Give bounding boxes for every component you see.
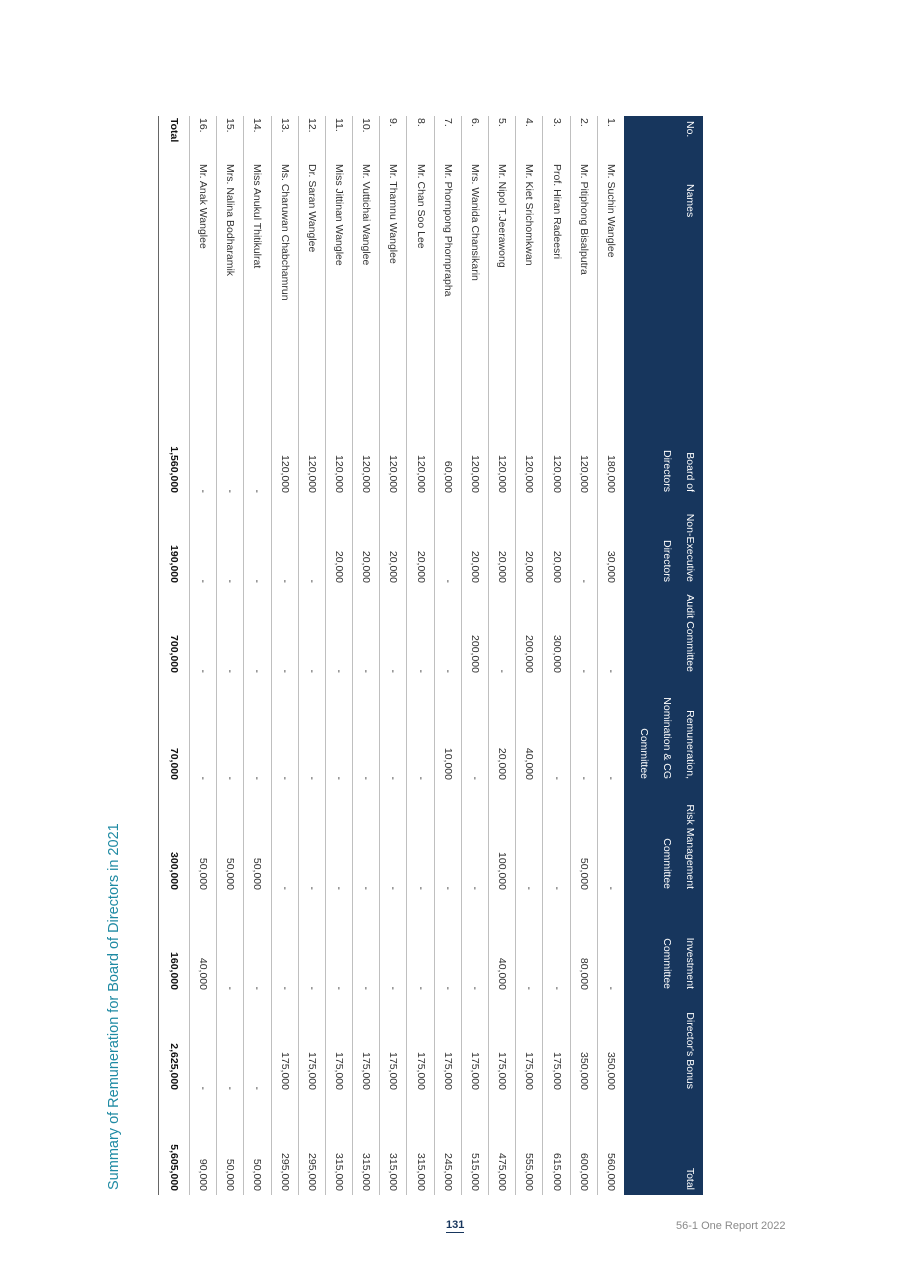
cell-no: 6. <box>461 116 488 162</box>
cell-audit: - <box>434 587 461 677</box>
cell-audit: - <box>244 587 271 677</box>
cell-total: 560,000 <box>597 1094 624 1195</box>
page-number: 131 <box>446 1219 465 1231</box>
total-investment: 160,000 <box>159 894 190 994</box>
cell-bonus: 175,000 <box>489 994 516 1094</box>
cell-no: 11. <box>325 116 352 162</box>
cell-nonexec: 20,000 <box>516 497 543 587</box>
cell-investment: - <box>407 894 434 994</box>
cell-remuneration: - <box>190 677 217 784</box>
cell-total: 315,000 <box>325 1094 352 1195</box>
total-row <box>159 116 190 1195</box>
cell-investment: - <box>244 894 271 994</box>
total-nonexec: 190,000 <box>159 497 190 587</box>
cell-investment: - <box>597 894 624 994</box>
cell-risk: - <box>543 784 570 894</box>
header-name: Names <box>624 162 703 407</box>
cell-nonexec: - <box>434 497 461 587</box>
cell-no: 13. <box>271 116 298 162</box>
cell-name: Mrs. Nalina Bodharamik <box>217 162 244 407</box>
cell-no: 10. <box>353 116 380 162</box>
cell-name: Mrs. Wanida Chansikarin <box>461 162 488 407</box>
total-remuneration: 70,000 <box>159 677 190 784</box>
cell-remuneration: - <box>244 677 271 784</box>
remuneration-table <box>158 116 703 1195</box>
header-bonus: Director's Bonus <box>624 994 703 1094</box>
remuneration-table-wrapper <box>158 116 703 1195</box>
cell-bonus: - <box>244 994 271 1094</box>
table-row <box>434 116 461 1195</box>
cell-remuneration: 40,000 <box>516 677 543 784</box>
cell-remuneration: - <box>217 677 244 784</box>
cell-audit: - <box>597 587 624 677</box>
cell-name: Prof. Hiran Radeesri <box>543 162 570 407</box>
cell-risk: - <box>407 784 434 894</box>
cell-bonus: 350,000 <box>597 994 624 1094</box>
report-name: 56-1 One Report 2022 <box>676 1220 786 1232</box>
header-investment: Investment Committee <box>624 894 703 994</box>
cell-risk: - <box>325 784 352 894</box>
cell-name: Miss Jittinan Wanglee <box>325 162 352 407</box>
cell-bonus: - <box>190 994 217 1094</box>
cell-remuneration: - <box>570 677 597 784</box>
cell-no: 7. <box>434 116 461 162</box>
cell-audit: - <box>407 587 434 677</box>
header-audit: Audit Committee <box>624 587 703 677</box>
cell-board: 120,000 <box>461 407 488 497</box>
table-body <box>190 116 625 1195</box>
cell-bonus: 350,000 <box>570 994 597 1094</box>
cell-nonexec: - <box>190 497 217 587</box>
cell-remuneration: - <box>271 677 298 784</box>
cell-board: 120,000 <box>298 407 325 497</box>
cell-board: - <box>217 407 244 497</box>
cell-investment: 40,000 <box>190 894 217 994</box>
cell-risk: 50,000 <box>244 784 271 894</box>
header-remuneration: Remuneration, Nomination & CG Committee <box>624 677 703 784</box>
cell-remuneration: - <box>407 677 434 784</box>
cell-total: 50,000 <box>244 1094 271 1195</box>
cell-board: 120,000 <box>380 407 407 497</box>
cell-name: Mr. Pitiphong Bisalputra <box>570 162 597 407</box>
cell-investment: - <box>298 894 325 994</box>
cell-bonus: 175,000 <box>461 994 488 1094</box>
cell-board: 120,000 <box>407 407 434 497</box>
cell-risk: 100,000 <box>489 784 516 894</box>
table-row <box>325 116 352 1195</box>
cell-no: 15. <box>217 116 244 162</box>
cell-board: 120,000 <box>516 407 543 497</box>
cell-audit: - <box>489 587 516 677</box>
cell-bonus: 175,000 <box>407 994 434 1094</box>
cell-audit: - <box>380 587 407 677</box>
cell-investment: - <box>380 894 407 994</box>
cell-total: 555,000 <box>516 1094 543 1195</box>
cell-no: 4. <box>516 116 543 162</box>
cell-remuneration: - <box>353 677 380 784</box>
cell-nonexec: 20,000 <box>543 497 570 587</box>
cell-name: Mr. Chan Soo Lee <box>407 162 434 407</box>
cell-remuneration: 20,000 <box>489 677 516 784</box>
total-total: 5,605,000 <box>159 1094 190 1195</box>
cell-no: 2. <box>570 116 597 162</box>
cell-total: 295,000 <box>298 1094 325 1195</box>
cell-no: 12. <box>298 116 325 162</box>
cell-bonus: - <box>217 994 244 1094</box>
table-row <box>407 116 434 1195</box>
cell-investment: - <box>271 894 298 994</box>
cell-name: Dr. Saran Wanglee <box>298 162 325 407</box>
cell-nonexec: - <box>244 497 271 587</box>
cell-board: 120,000 <box>543 407 570 497</box>
cell-nonexec: 20,000 <box>325 497 352 587</box>
cell-total: 600,000 <box>570 1094 597 1195</box>
cell-board: 120,000 <box>570 407 597 497</box>
cell-remuneration: - <box>325 677 352 784</box>
cell-bonus: 175,000 <box>353 994 380 1094</box>
cell-audit: - <box>271 587 298 677</box>
cell-total: 90,000 <box>190 1094 217 1195</box>
cell-total: 315,000 <box>407 1094 434 1195</box>
cell-remuneration: - <box>298 677 325 784</box>
cell-no: 5. <box>489 116 516 162</box>
cell-investment: - <box>461 894 488 994</box>
cell-audit: - <box>190 587 217 677</box>
cell-investment: 80,000 <box>570 894 597 994</box>
cell-no: 8. <box>407 116 434 162</box>
cell-nonexec: 20,000 <box>407 497 434 587</box>
cell-risk: - <box>597 784 624 894</box>
cell-bonus: 175,000 <box>434 994 461 1094</box>
cell-nonexec: 20,000 <box>461 497 488 587</box>
page-title: Summary of Remuneration for Board of Directors in 2021 <box>106 823 122 1190</box>
cell-risk: - <box>298 784 325 894</box>
cell-remuneration: - <box>461 677 488 784</box>
table-row <box>217 116 244 1195</box>
cell-remuneration: - <box>543 677 570 784</box>
cell-name: Mr. Nipol T.Jeerawong <box>489 162 516 407</box>
cell-audit: - <box>298 587 325 677</box>
cell-board: 120,000 <box>271 407 298 497</box>
cell-nonexec: - <box>298 497 325 587</box>
cell-risk: - <box>434 784 461 894</box>
cell-investment: - <box>325 894 352 994</box>
cell-bonus: 175,000 <box>325 994 352 1094</box>
cell-board: - <box>244 407 271 497</box>
cell-risk: - <box>380 784 407 894</box>
cell-total: 295,000 <box>271 1094 298 1195</box>
cell-nonexec: 30,000 <box>597 497 624 587</box>
header-total: Total <box>624 1094 703 1195</box>
cell-audit: - <box>570 587 597 677</box>
cell-remuneration: - <box>597 677 624 784</box>
cell-name: Mr. Phornpong Phornprapha <box>434 162 461 407</box>
cell-name: Ms. Charuwan Chabchamrun <box>271 162 298 407</box>
header-row <box>624 116 703 1195</box>
table-row <box>190 116 217 1195</box>
total-board: 1,560,000 <box>159 407 190 497</box>
cell-name: Mr. Kiet Srichomkwan <box>516 162 543 407</box>
table-row <box>380 116 407 1195</box>
header-no: No. <box>624 116 703 162</box>
cell-remuneration: - <box>380 677 407 784</box>
cell-bonus: 175,000 <box>271 994 298 1094</box>
cell-total: 50,000 <box>217 1094 244 1195</box>
table-row <box>516 116 543 1195</box>
cell-risk: - <box>516 784 543 894</box>
cell-board: 180,000 <box>597 407 624 497</box>
cell-risk: 50,000 <box>190 784 217 894</box>
cell-board: - <box>190 407 217 497</box>
cell-board: 120,000 <box>489 407 516 497</box>
cell-total: 315,000 <box>380 1094 407 1195</box>
cell-no: 14. <box>244 116 271 162</box>
cell-board: 60,000 <box>434 407 461 497</box>
cell-remuneration: 10,000 <box>434 677 461 784</box>
cell-risk: 50,000 <box>217 784 244 894</box>
cell-total: 515,000 <box>461 1094 488 1195</box>
cell-investment: - <box>353 894 380 994</box>
cell-no: 3. <box>543 116 570 162</box>
cell-audit: 200,000 <box>461 587 488 677</box>
cell-name: Mr. Suchin Wanglee <box>597 162 624 407</box>
cell-risk: - <box>271 784 298 894</box>
cell-bonus: 175,000 <box>298 994 325 1094</box>
header-nonexec: Non-Executive Directors <box>624 497 703 587</box>
cell-total: 245,000 <box>434 1094 461 1195</box>
cell-name: Miss Anukul Thitikulrat <box>244 162 271 407</box>
total-audit: 700,000 <box>159 587 190 677</box>
cell-no: 16. <box>190 116 217 162</box>
cell-bonus: 175,000 <box>516 994 543 1094</box>
cell-audit: - <box>325 587 352 677</box>
cell-risk: - <box>461 784 488 894</box>
cell-investment: - <box>217 894 244 994</box>
header-risk: Risk Management Committee <box>624 784 703 894</box>
cell-bonus: 175,000 <box>543 994 570 1094</box>
cell-investment: - <box>543 894 570 994</box>
cell-name: Mr. Anak Wanglee <box>190 162 217 407</box>
cell-nonexec: 20,000 <box>380 497 407 587</box>
table-row <box>543 116 570 1195</box>
total-risk: 300,000 <box>159 784 190 894</box>
cell-board: 120,000 <box>353 407 380 497</box>
cell-investment: - <box>434 894 461 994</box>
cell-audit: - <box>217 587 244 677</box>
total-bonus: 2,625,000 <box>159 994 190 1094</box>
table-row <box>271 116 298 1195</box>
cell-total: 315,000 <box>353 1094 380 1195</box>
cell-total: 615,000 <box>543 1094 570 1195</box>
table-row <box>570 116 597 1195</box>
cell-name: Mr. Vuttichai Wanglee <box>353 162 380 407</box>
table-row <box>298 116 325 1195</box>
table-row <box>597 116 624 1195</box>
cell-risk: 50,000 <box>570 784 597 894</box>
cell-nonexec: 20,000 <box>353 497 380 587</box>
cell-investment: - <box>516 894 543 994</box>
cell-investment: 40,000 <box>489 894 516 994</box>
cell-board: 120,000 <box>325 407 352 497</box>
cell-audit: 300,000 <box>543 587 570 677</box>
cell-risk: - <box>353 784 380 894</box>
table-row <box>461 116 488 1195</box>
cell-audit: - <box>353 587 380 677</box>
total-label: Total <box>159 116 190 407</box>
table-row <box>489 116 516 1195</box>
cell-audit: 200,000 <box>516 587 543 677</box>
cell-no: 1. <box>597 116 624 162</box>
cell-no: 9. <box>380 116 407 162</box>
cell-nonexec: - <box>570 497 597 587</box>
table-row <box>244 116 271 1195</box>
cell-total: 475,000 <box>489 1094 516 1195</box>
cell-name: Mr. Thamnu Wanglee <box>380 162 407 407</box>
cell-nonexec: 20,000 <box>489 497 516 587</box>
table-row <box>353 116 380 1195</box>
cell-bonus: 175,000 <box>380 994 407 1094</box>
header-board: Board of Directors <box>624 407 703 497</box>
cell-nonexec: - <box>271 497 298 587</box>
cell-nonexec: - <box>217 497 244 587</box>
